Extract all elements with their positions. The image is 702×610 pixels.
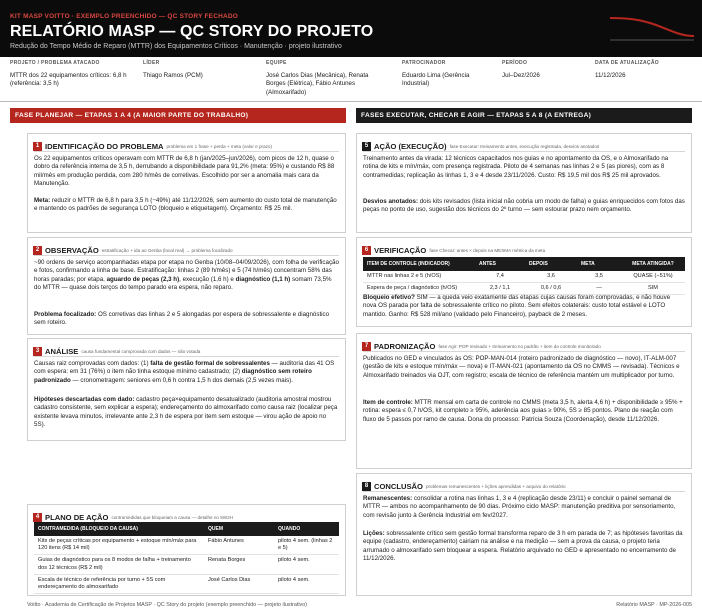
step-title: PLANO DE AÇÃO: [45, 513, 109, 523]
meta-project: PROJETO / PROBLEMA ATACADO MTTR dos 22 equipamentos críticos: 6,8 h (referência: 3,5 h): [10, 60, 127, 88]
report-header: [0, 0, 702, 57]
table-row: MTTR nas linhas 2 e 5 (h/OS) 7,4 3,6 3,5 QUASE (−51%): [363, 271, 685, 283]
action-plan-table: [34, 522, 339, 594]
step-tag: contramedidas que bloqueiam a causa — detalhe no 5W2H: [111, 515, 233, 521]
step-6-card: [356, 237, 692, 327]
step-7-text: Publicados no GED e vinculados às OS: POP-MAN-014 (roteiro padronizado de diagnóstico — novo), IT-ALM-007 (gestão de kits e estoque mín/máx — nova) e IT-MAN-021 (apontamento da OS no CMMS — revisada). Técnicos e Almoxarifado treinados via OJT, com registro; escala de técnico de referência mantém um multiplicador por turno.: [363, 355, 680, 379]
step-8-remaining: Remanescentes: consolidar a rotina nas linhas 1, 3 e 4 (replicação desde 23/11) e concluir o painel semanal de MTTR — ambos no acompanhamento de 90 dias. Próximo ciclo MASP: manutenção preditiva por sensoriamento, com revisão junto à Gerência Industrial em fev/2027.: [363, 495, 676, 519]
step-4-card: [27, 504, 346, 596]
step-tag: causa fundamental comprovada com dados — não votada: [81, 349, 201, 355]
step-7-heading: [362, 338, 601, 352]
step-number: 2: [33, 246, 42, 255]
step-8-card: [356, 473, 692, 596]
step-7-control-item: Item de controle: MTTR mensal em carta de controle no CMMS (meta 3,5 h, alerta 4,6 h) + disponibilidade ≥ 95% + rotina: espera ≤ 0,7 h/OS, kit completo ≥ 95%, aderência aos guias ≥ 90%, 5S ≥ 85 pontos. Plano de reação com fluxo de 5 passos por ramo de causa. Dona do processo: Patrícia Souza (Coordenação), desde 11/12/2026.: [363, 399, 683, 423]
table-header-row: CONTRAMEDIDA (BLOQUEIO DA CAUSA) QUEM QUANDO: [34, 522, 339, 536]
step-7-card: [356, 333, 692, 469]
table-row: Guias de diagnóstico para os 8 modos de falha + treinamento dos 12 técnicos (R$ 2 mil) Renata Borges piloto 4 sem.: [34, 555, 339, 574]
step-8-lessons: Lições: sobressalente crítico sem gestão formal transforma reparo de 3 h em parada de 7; as hipóteses favoritas da equipe (cadastro, endereçamento) cairiam na análise e na medição — sem a prova da causa, o projeto teria arrumado o almoxarifado sem bloquear a espera. Relatório arquivado no GED e apresentado no encerramento de 11/12/2026.: [363, 530, 683, 563]
page-subtitle: Redução do Tempo Médio de Reparo (MTTR) dos Equipamentos Críticos · Manutenção · projeto ilustrativo: [10, 43, 342, 50]
divider: [363, 351, 685, 352]
step-tag: fase Executar: treinamento antes, execução registrada, desvios anotados: [449, 144, 600, 150]
step-number: 3: [33, 347, 42, 356]
step-3-discarded: Hipóteses descartadas com dado: cadastro peça×equipamento desatualizado (auditoria amostral mostrou cadastro consistente, sem explicar a espera); endereçamento do almoxarifado como causa raiz (localizar peça existente levava minutos, irrelevante ante 2,3 h de espera por item sem estoque — virou ação de apoio no 5S).: [34, 396, 338, 429]
step-3-heading: [33, 343, 201, 357]
meta-update-date: DATA DE ATUALIZAÇÃO 11/12/2026: [595, 60, 659, 79]
divider: [363, 491, 685, 492]
meta-leader: LÍDER Thiago Ramos (PCM): [143, 60, 203, 79]
step-6-conclusion: Bloqueio efetivo? SIM — a queda veio exatamente das etapas cujas causas foram comprovadas, e não houve nova OS parada por falta de sobressalente crítico no piloto. Sem efeitos colaterais: custo total estável e LOTO mantido. Ganho: R$ 528 mil/ano (validado pelo Financeiro), payback de 2 meses.: [363, 294, 671, 318]
footer-left: Voitto · Academia de Certificação de Projetos MASP · QC Story do projeto (exemplo preenchido — projeto ilustrativo): [27, 602, 308, 608]
divider: [34, 356, 339, 357]
footer-doc-id: Relatório MASP · MP-2026-005: [616, 602, 692, 608]
table-header-row: ITEM DE CONTROLE (INDICADOR) ANTES DEPOIS META META ATINGIDA?: [363, 257, 685, 271]
step-5-deviations: Desvios anotados: dois kits revisados (lista inicial não cobria um modo de falha) e guias enriquecidos com fotos das peças no ponto de uso, sugestão dos técnicos do 2º turno — sem estourar prazo nem orçamento.: [363, 198, 685, 214]
step-tag: problemas remanescentes + lições aprendidas + arquivo do relatório: [425, 484, 566, 490]
step-5-heading: [362, 138, 600, 152]
step-4-heading: [33, 509, 233, 523]
step-title: IDENTIFICAÇÃO DO PROBLEMA: [45, 142, 164, 152]
step-2-focus: Problema focalizado: OS corretivas das linhas 2 e 5 alongadas por espera de sobressalente e diagnóstico sem roteiro.: [34, 311, 330, 327]
table-row: Escala de técnico de referência por turno + 5S com endereçamento do almoxarifado José Carlos Dias piloto 4 sem.: [34, 574, 339, 593]
table-row: Kits de peças críticas por equipamento + estoque mín/máx para 120 itens (R$ 14 mil) Fábio Antunes piloto 4 sem. (linhas 2 e 5): [34, 536, 339, 555]
step-2-text: ~90 ordens de serviço acompanhadas etapa por etapa no Genba (10/08–04/09/2026), com folha de verificação e fotos, confirmando a linha de base. Estratificação: linhas 2 (89 h/mês) e 5 (74 h/mês) concentram 58% das horas paradas; por etapa, aguardo de peças (2,3 h), execução (1,6 h) e diagnóstico (1,1 h) somam 73,5% do MTTR — quase dois terços do tempo parado era espera, não reparo.: [34, 259, 339, 292]
meta-sponsor: PATROCINADOR Eduardo Lima (Gerência Industrial): [402, 60, 470, 88]
step-1-goal: Meta: reduzir o MTTR de 6,8 h para 3,5 h (−49%) até 11/12/2026, sem aumento do custo total de manutenção e mantendo os padrões de segurança LOTO (bloqueio e etiquetagem). Orçamento: R$ 25 mil.: [34, 197, 337, 213]
step-number: 6: [362, 246, 371, 255]
step-tag: fase Checar: antes × depois na MESMA métrica da meta: [429, 248, 546, 254]
step-number: 7: [362, 342, 371, 351]
step-title: CONCLUSÃO: [374, 482, 423, 492]
step-1-heading: [33, 138, 272, 152]
page-title: RELATÓRIO MASP — QC STORY DO PROJETO: [10, 23, 374, 40]
project-meta-row: [0, 57, 702, 102]
verification-table: [363, 257, 685, 295]
step-1-text: Os 22 equipamentos críticos operavam com MTTR de 6,8 h (jan/2025–jun/2026), com picos de 12 h, quase o dobro da referência interna de 3,5 h, derrubando a disponibilidade para 91,2% (meta: 95%) e custando R$ 88 mil/mês em produção perdida, com 280 h/mês de corretivas. Escolhido por ser a anomalia mais cara da Manutenção.: [34, 155, 335, 188]
step-5-text: Treinamento antes da virada: 12 técnicos capacitados nos guias e no apontamento da OS, e o Almoxarifado na rotina de kits e mín/máx, com presença registrada. Piloto de 4 semanas nas linhas 2 e 5 (as piores), com as 8 contramedidas; replicação às linhas 1, 3 e 4 desde 23/11/2026. Custo: R$ 19,5 mil dos R$ 25 mil aprovados.: [363, 155, 669, 179]
divider: [34, 151, 339, 152]
table-row: Espera de peça / diagnóstico (h/OS) 2,3 / 1,1 0,6 / 0,6 — SIM: [363, 283, 685, 295]
step-1-card: [27, 133, 346, 233]
decline-trend-icon: [610, 10, 694, 46]
step-3-card: [27, 338, 346, 441]
step-6-heading: [362, 242, 546, 256]
phase-execute-band: FASES EXECUTAR, CHECAR E AGIR — ETAPAS 5 A 8 (A ENTREGA): [356, 108, 692, 123]
step-2-card: [27, 237, 346, 335]
step-title: ANÁLISE: [45, 347, 79, 357]
step-2-heading: [33, 242, 233, 256]
step-title: AÇÃO (EXECUÇÃO): [374, 142, 447, 152]
divider: [34, 255, 339, 256]
step-3-causes: Causas raiz comprovadas com dados: (1) falta de gestão formal de sobressalentes — auditoria das 41 OS com espera: em 31 (76%) o item não tinha estoque mínimo cadastrado; (2) diagnóstico sem roteiro padronizado — cronometragem: seniores em 0,6 h contra 1,5 h dos demais (2,5 vezes mais).: [34, 360, 335, 384]
meta-team: EQUIPE José Carlos Dias (Mecânica), Renata Borges (Elétrica), Fábio Antunes (Almoxarifado): [266, 60, 369, 96]
step-number: 8: [362, 482, 371, 491]
step-tag: estratificação + ida ao Genba (local real) → problema focalizado: [101, 248, 233, 254]
step-number: 1: [33, 142, 42, 151]
divider: [363, 151, 685, 152]
step-8-heading: [362, 478, 566, 492]
header-kicker: KIT MASP VOITTO · EXEMPLO PREENCHIDO — QC STORY FECHADO: [10, 13, 239, 20]
phase-plan-band: FASE PLANEJAR — ETAPAS 1 A 4 (A MAIOR PARTE DO TRABALHO): [10, 108, 346, 123]
step-number: 4: [33, 513, 42, 522]
step-5-card: [356, 133, 692, 233]
step-title: OBSERVAÇÃO: [45, 246, 99, 256]
step-tag: problema em 1 frase + perda + meta (valor e prazo): [166, 144, 272, 150]
step-number: 5: [362, 142, 371, 151]
meta-period: PERÍODO Jul–Dez/2026: [502, 60, 540, 79]
step-title: PADRONIZAÇÃO: [374, 342, 436, 352]
step-title: VERIFICAÇÃO: [374, 246, 427, 256]
step-tag: fase Agir: POP revisado + treinamento no padrão + item de controle monitorado: [438, 344, 601, 350]
